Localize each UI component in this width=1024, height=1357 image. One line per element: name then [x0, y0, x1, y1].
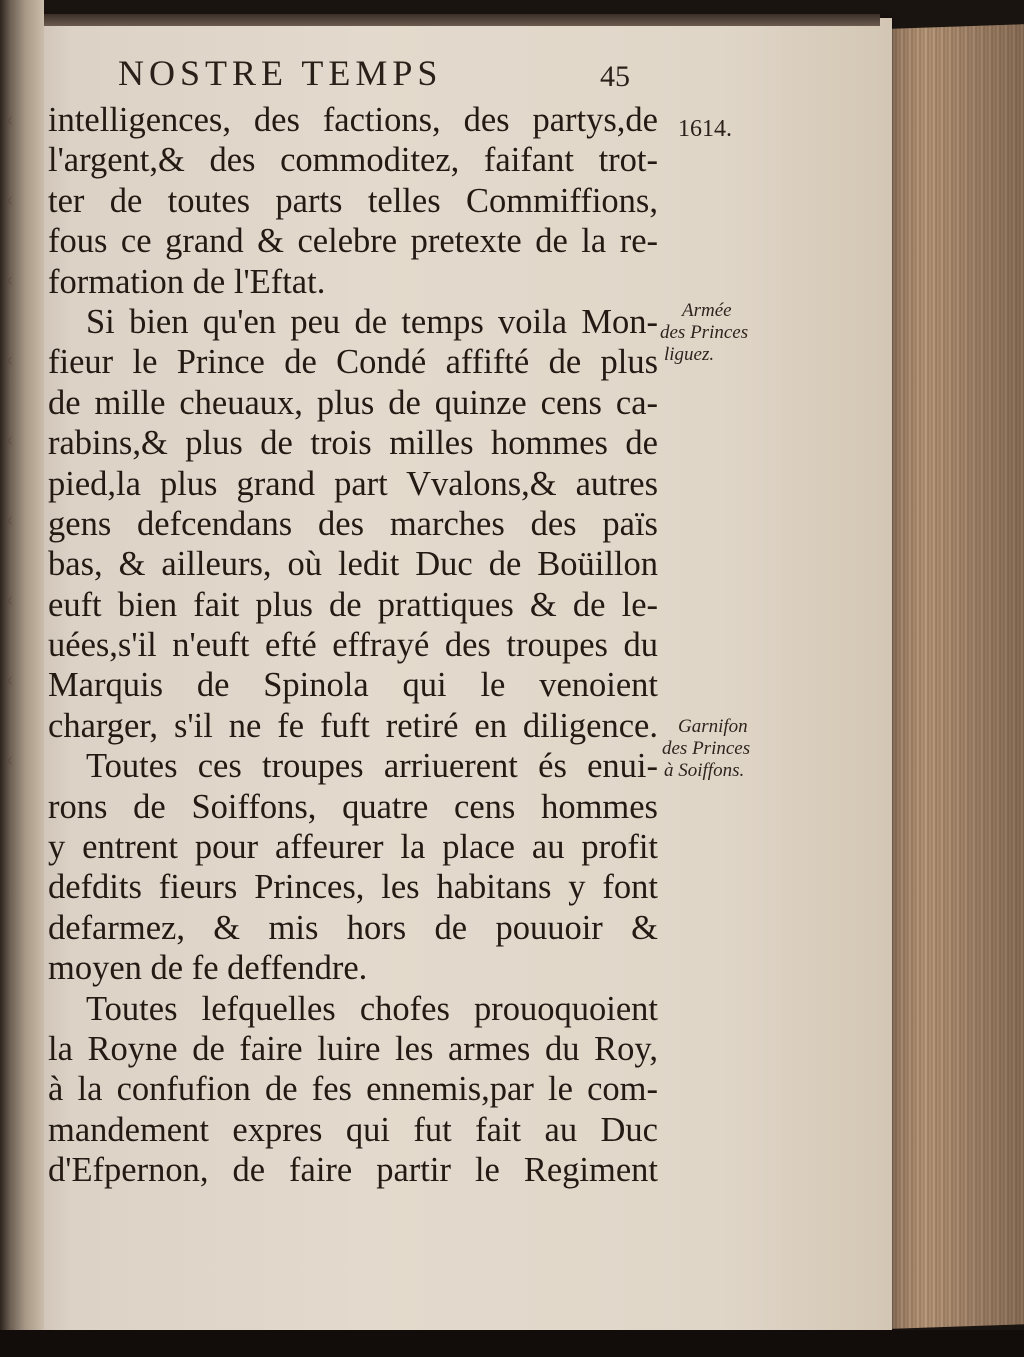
text-line: Marquis de Spinola qui le venoient: [48, 666, 658, 705]
text-line: à la confufion de fes ennemis,par le com-: [48, 1070, 658, 1109]
text-line: pied,la plus grand part Vvalons,& autres: [48, 464, 658, 503]
text-line: rabins,& plus de trois milles hommes de: [48, 424, 658, 463]
text-line: defarmez, & mis hors de pouuoir &: [48, 908, 658, 947]
margin-note-line: Armée: [682, 300, 732, 321]
margin-note-line: liguez.: [664, 344, 715, 365]
text-line: formation de l'Eftat.: [48, 262, 326, 301]
text-line: moyen de fe deffendre.: [48, 949, 368, 988]
text-line: uées,s'il n'euft efté effrayé des troupes du: [48, 626, 658, 665]
text-line: gens defcendans des marches des païs: [48, 504, 658, 543]
page-number: 45: [600, 60, 630, 93]
text-line: d'Efpernon, de faire partir le Regiment: [48, 1151, 658, 1190]
text-line: intelligences, des factions, des partys,de: [48, 101, 658, 139]
margin-note-armee: [660, 300, 748, 366]
text-line: bas, & ailleurs, où ledit Duc de Boüillon: [48, 545, 658, 584]
background-bottom: [0, 1330, 1024, 1357]
text-line: rons de Soiffons, quatre cens hommes: [48, 787, 658, 826]
text-line: charger, s'il ne fe fuft retiré en diligence.: [48, 706, 658, 745]
text-line: defdits fieurs Princes, les habitans y font: [48, 868, 658, 907]
text-line: mandement expres qui fut fait au Duc: [48, 1110, 658, 1149]
text-line: fous ce grand & celebre pretexte de la re-: [48, 222, 658, 261]
text-line: Toutes ces troupes arriuerent és enui-: [86, 747, 658, 786]
running-head: NOSTRE TEMPS: [118, 53, 443, 93]
margin-note-line: des Princes: [662, 738, 751, 759]
margin-note-line: à Soiffons.: [664, 760, 745, 781]
text-line: Si bien qu'en peu de temps voila Mon-: [86, 302, 658, 341]
text-line: y entrent pour affeurer la place au profit: [48, 828, 658, 867]
body-text: [48, 100, 658, 1191]
margin-note-line: Garnifon: [678, 716, 748, 737]
page-top-shadow: [20, 14, 880, 26]
text-line: Toutes lefquelles chofes prouoquoient: [86, 989, 658, 1028]
text-line: euft bien fait plus de prattiques & de le-: [48, 585, 658, 624]
text-line: de mille cheuaux, plus de quinze cens ca-: [48, 383, 658, 422]
margin-note-line: des Princes: [660, 322, 749, 343]
year-margin-note: 1614.: [678, 116, 732, 142]
text-line: l'argent,& des commoditez, faifant trot-: [48, 141, 658, 180]
text-line: fieur le Prince de Condé affifté de plus: [48, 343, 658, 382]
gutter-marks: ‹ ‹ ‹ ‹ ‹ ‹ ‹ ‹ ‹: [6, 110, 14, 771]
text-line: la Royne de faire luire les armes du Roy,: [48, 1029, 658, 1068]
text-line: ter de toutes parts telles Commiffions,: [48, 181, 658, 220]
margin-note-garnison: [662, 716, 750, 782]
